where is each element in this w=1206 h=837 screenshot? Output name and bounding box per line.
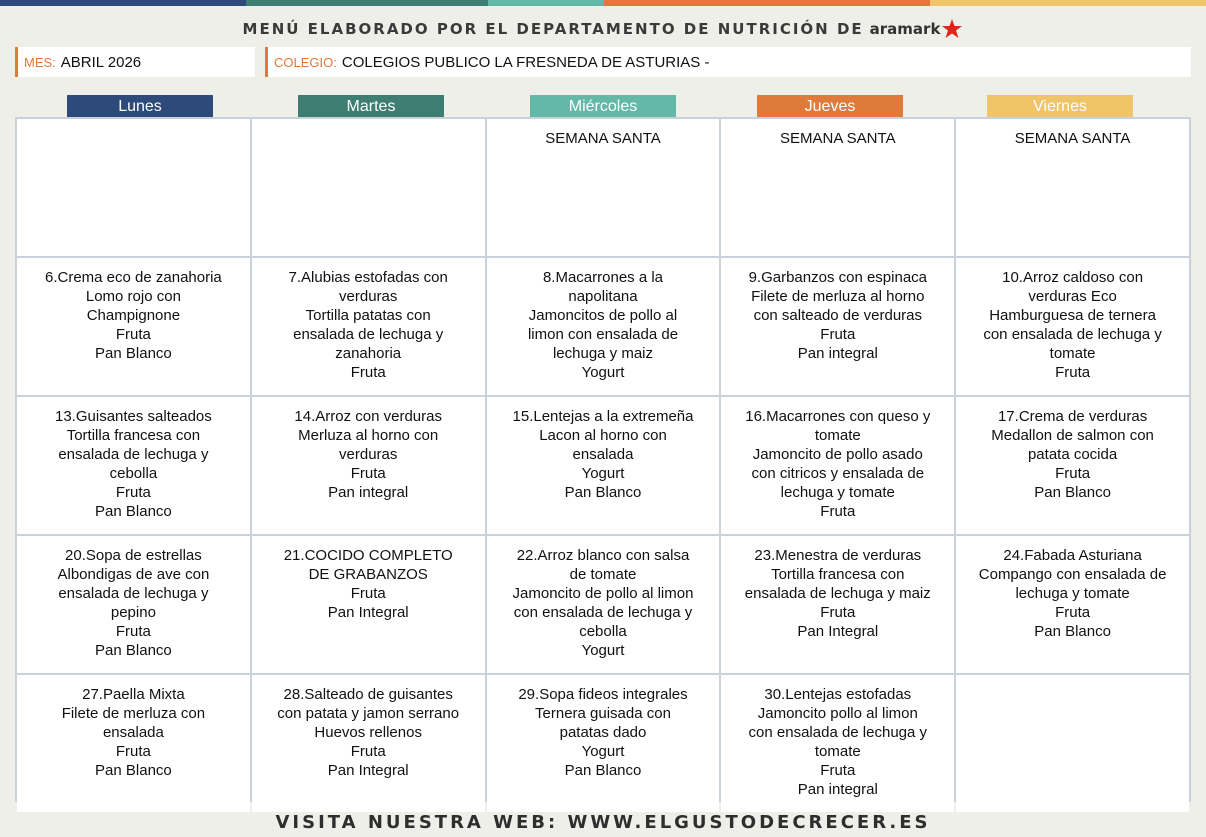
menu-cell <box>17 536 250 673</box>
menu-cell <box>721 536 954 673</box>
menu-cell <box>487 397 720 534</box>
menu-line: 20.Sopa de estrellas <box>65 547 202 564</box>
menu-line: Fruta <box>820 326 856 343</box>
menu-cell <box>17 119 250 256</box>
menu-line: patatas dado <box>559 724 647 741</box>
menu-line: Lacon al horno con <box>539 427 667 444</box>
menu-cell <box>721 675 954 812</box>
menu-cell <box>956 397 1189 534</box>
menu-line: lechuga y maiz <box>552 345 654 362</box>
day-header-3: Miércoles <box>530 95 676 118</box>
menu-cell <box>956 536 1189 673</box>
menu-line: Yogurt <box>581 465 625 482</box>
menu-line: 15.Lentejas a la extremeña <box>512 408 694 425</box>
menu-line: Ternera guisada con <box>535 705 671 722</box>
menu-line: 10.Arroz caldoso con <box>1002 269 1144 286</box>
menu-line: ensalada de lechuga y maiz <box>744 585 931 602</box>
star-figure-icon <box>941 18 963 40</box>
menu-cell <box>956 258 1189 395</box>
menu-line: 24.Fabada Asturiana <box>1003 547 1142 564</box>
page-title-text: MENÚ ELABORADO POR EL DEPARTAMENTO DE NUTRICIÓN DE <box>242 20 864 38</box>
school-label: COLEGIO: <box>274 54 337 70</box>
menu-cell <box>252 397 485 534</box>
menu-cell <box>17 258 250 395</box>
menu-line: lechuga y tomate <box>780 484 895 501</box>
menu-line: Pan Blanco <box>564 484 642 501</box>
menu-cell <box>721 258 954 395</box>
menu-line: Yogurt <box>581 364 625 381</box>
menu-cell <box>487 258 720 395</box>
menu-line: Yogurt <box>581 743 625 760</box>
menu-line: Fruta <box>820 503 856 520</box>
logo-text: aramark <box>869 20 941 38</box>
menu-line: Pan Blanco <box>564 762 642 779</box>
menu-line: con citricos y ensalada de <box>751 465 925 482</box>
menu-cell <box>252 258 485 395</box>
menu-line: Pan integral <box>797 781 878 798</box>
menu-cell <box>956 675 1189 812</box>
menu-line: ensalada <box>572 446 634 463</box>
menu-line: 7.Alubias estofadas con <box>288 269 448 286</box>
aramark-logo <box>870 18 964 40</box>
menu-line: Jamoncito de pollo al limon <box>512 585 694 602</box>
top-bar-segment <box>930 0 1206 6</box>
menu-cell <box>721 397 954 534</box>
menu-line: 21.COCIDO COMPLETO <box>283 547 453 564</box>
menu-line: ensalada de lechuga y <box>58 585 209 602</box>
menu-line: Fruta <box>115 326 151 343</box>
menu-line: Champignone <box>86 307 181 324</box>
menu-line: zanahoria <box>335 345 402 362</box>
menu-line: tomate <box>814 743 861 760</box>
menu-line: Fruta <box>350 364 386 381</box>
menu-line: Pan Integral <box>327 762 409 779</box>
menu-line: con ensalada de lechuga y <box>513 604 693 621</box>
menu-line: Albondigas de ave con <box>57 566 210 583</box>
menu-cell <box>252 536 485 673</box>
menu-line: Fruta <box>115 484 151 501</box>
menu-calendar-grid <box>15 117 1191 802</box>
day-header-5: Viernes <box>987 95 1133 118</box>
menu-line: 8.Macarrones a la <box>542 269 664 286</box>
menu-line: Fruta <box>820 604 856 621</box>
school-value: COLEGIOS PUBLICO LA FRESNEDA DE ASTURIAS - <box>341 53 710 71</box>
menu-line: SEMANA SANTA <box>545 130 661 147</box>
menu-line: Fruta <box>115 623 151 640</box>
menu-line: Filete de merluza con <box>61 705 206 722</box>
menu-cell <box>252 119 485 256</box>
menu-line: Pan Blanco <box>95 642 172 659</box>
month-field <box>15 47 255 77</box>
top-bar-segment <box>488 0 604 6</box>
menu-line: SEMANA SANTA <box>1014 130 1131 147</box>
month-label: MES: <box>24 54 56 70</box>
menu-line: 14.Arroz con verduras <box>294 408 442 425</box>
menu-line: Fruta <box>820 762 856 779</box>
menu-line: lechuga y tomate <box>1015 585 1130 602</box>
menu-line: Fruta <box>1055 364 1091 381</box>
footer-website <box>0 808 1206 837</box>
menu-line: de tomate <box>569 566 637 583</box>
menu-cell <box>252 675 485 812</box>
menu-line: 30.Lentejas estofadas <box>764 686 912 703</box>
menu-line: 16.Macarrones con queso y <box>745 408 931 425</box>
menu-line: Filete de merluza al horno <box>751 288 925 305</box>
menu-line: SEMANA SANTA <box>779 130 896 147</box>
menu-line: limon con ensalada de <box>527 326 679 343</box>
menu-line: Hamburguesa de ternera <box>989 307 1156 324</box>
menu-line: DE GRABANZOS <box>308 566 428 583</box>
menu-line: cebolla <box>109 465 158 482</box>
menu-line: Fruta <box>1055 604 1091 621</box>
menu-line: 6.Crema eco de zanahoria <box>45 269 222 286</box>
menu-line: Jamoncito pollo al limon <box>757 705 918 722</box>
month-value: ABRIL 2026 <box>60 53 142 71</box>
top-bar-segment <box>0 0 246 6</box>
menu-line: Pan Blanco <box>95 503 172 520</box>
menu-line: 13.Guisantes salteados <box>55 408 212 425</box>
day-header-4: Jueves <box>757 95 903 118</box>
menu-line: Pan Integral <box>327 604 409 621</box>
menu-line: verduras <box>339 446 398 463</box>
menu-line: Medallon de salmon con <box>991 427 1154 444</box>
menu-line: 23.Menestra de verduras <box>754 547 922 564</box>
menu-line: Fruta <box>1055 465 1091 482</box>
menu-line: Pan integral <box>797 345 878 362</box>
menu-line: ensalada de lechuga y <box>293 326 444 343</box>
menu-line: Pan Blanco <box>95 345 172 362</box>
menu-cell <box>721 119 954 256</box>
day-header-1: Lunes <box>67 95 213 118</box>
menu-cell <box>487 675 720 812</box>
menu-line: Fruta <box>350 743 386 760</box>
top-bar-segment <box>246 0 488 6</box>
menu-line: tomate <box>814 427 861 444</box>
menu-line: Huevos rellenos <box>314 724 422 741</box>
menu-line: Compango con ensalada de <box>978 566 1167 583</box>
menu-cell <box>487 536 720 673</box>
menu-line: con ensalada de lechuga y <box>983 326 1162 343</box>
menu-line: ensalada <box>102 724 164 741</box>
menu-line: Fruta <box>350 585 386 602</box>
footer-text: VISITA NUESTRA WEB: WWW.ELGUSTODECRECER.ES <box>275 812 931 833</box>
menu-line: 22.Arroz blanco con salsa <box>516 547 690 564</box>
menu-line: tomate <box>1049 345 1096 362</box>
menu-line: con ensalada de lechuga y <box>748 724 928 741</box>
menu-line: cebolla <box>579 623 627 640</box>
menu-line: Pan Blanco <box>95 762 172 779</box>
menu-line: verduras <box>339 288 398 305</box>
menu-line: Jamoncito de pollo asado <box>752 446 923 463</box>
menu-line: Merluza al horno con <box>298 427 439 444</box>
school-field <box>265 47 1191 77</box>
page-title <box>0 14 1206 44</box>
top-bar-segment <box>604 0 930 6</box>
menu-line: con salteado de verduras <box>753 307 923 324</box>
menu-line: Pan Blanco <box>1034 484 1111 501</box>
menu-cell <box>17 675 250 812</box>
menu-line: 28.Salteado de guisantes <box>283 686 453 703</box>
menu-line: verduras Eco <box>1028 288 1117 305</box>
menu-line: con patata y jamon serrano <box>277 705 460 722</box>
menu-line: 17.Crema de verduras <box>997 408 1148 425</box>
menu-line: Lomo rojo con <box>85 288 181 305</box>
menu-line: 27.Paella Mixta <box>82 686 185 703</box>
menu-line: Pan integral <box>328 484 409 501</box>
menu-line: Fruta <box>115 743 151 760</box>
menu-line: 29.Sopa fideos integrales <box>518 686 688 703</box>
menu-cell <box>956 119 1189 256</box>
day-header-2: Martes <box>298 95 444 118</box>
menu-line: Tortilla francesa con <box>771 566 905 583</box>
menu-line: Pan Integral <box>797 623 879 640</box>
menu-line: patata cocida <box>1027 446 1118 463</box>
menu-line: Yogurt <box>581 642 625 659</box>
menu-line: 9.Garbanzos con espinaca <box>748 269 928 286</box>
menu-line: Jamoncitos de pollo al <box>528 307 678 324</box>
menu-line: napolitana <box>568 288 638 305</box>
menu-cell <box>17 397 250 534</box>
menu-line: Tortilla francesa con <box>66 427 201 444</box>
menu-cell <box>487 119 720 256</box>
menu-line: pepino <box>110 604 156 621</box>
menu-line: ensalada de lechuga y <box>58 446 209 463</box>
menu-line: Fruta <box>350 465 386 482</box>
menu-line: Tortilla patatas con <box>305 307 431 324</box>
menu-line: Pan Blanco <box>1034 623 1111 640</box>
top-color-bar <box>0 0 1206 6</box>
